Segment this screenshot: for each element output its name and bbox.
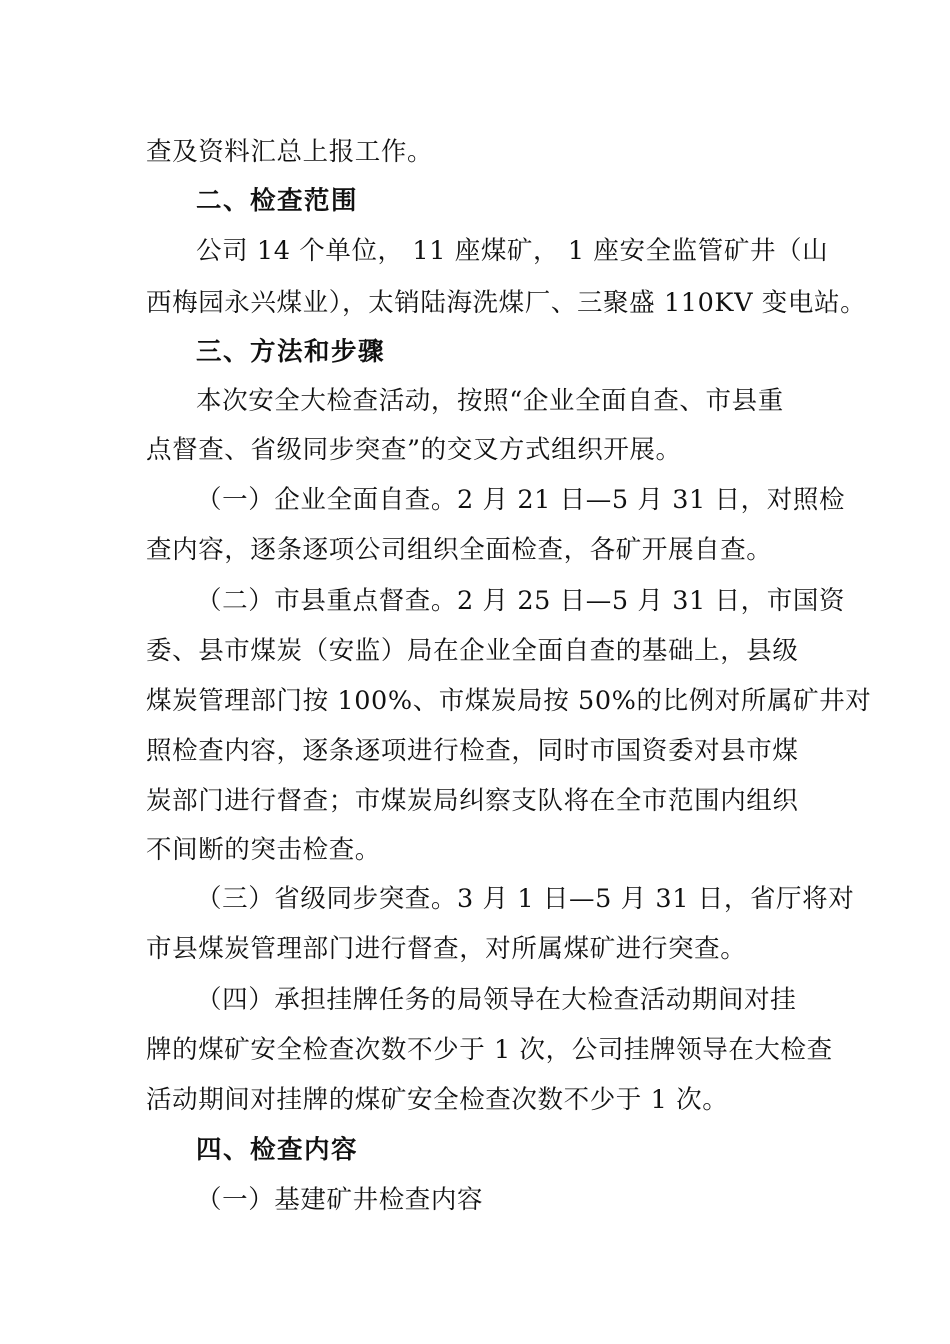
scope-paragraph-line-1: 公司 14 个单位， 11 座煤矿， 1 座安全监管矿井（山 <box>196 236 829 266</box>
item-4-line-2: 牌的煤矿安全检查次数不少于 1 次，公司挂牌领导在大检查 <box>146 1035 833 1065</box>
section-heading-method: 三、方法和步骤 <box>196 337 386 367</box>
item-3-line-2: 市县煤炭管理部门进行督查，对所属煤矿进行突查。 <box>146 934 747 964</box>
method-paragraph-line-1: 本次安全大检查活动，按照“企业全面自查、市县重 <box>196 386 784 416</box>
item-2-line-3: 煤炭管理部门按 100%、市煤炭局按 50%的比例对所属矿井对 <box>146 686 872 716</box>
section-heading-content: 四、检查内容 <box>196 1135 359 1165</box>
item-2-line-5: 炭部门进行督查；市煤炭局纠察支队将在全市范围内组织 <box>146 786 799 816</box>
subsection-heading-infrastructure: （一）基建矿井检查内容 <box>196 1185 484 1215</box>
item-4-line-1: （四）承担挂牌任务的局领导在大检查活动期间对挂 <box>196 985 797 1015</box>
text-line-continuation: 查及资料汇总上报工作。 <box>146 137 434 167</box>
item-2-line-1: （二）市县重点督查。2 月 25 日—5 月 31 日，市国资 <box>196 586 846 616</box>
item-2-line-6: 不间断的突击检查。 <box>146 835 381 865</box>
item-2-line-4: 照检查内容，逐条逐项进行检查，同时市国资委对县市煤 <box>146 736 799 766</box>
item-2-line-2: 委、县市煤炭（安监）局在企业全面自查的基础上，县级 <box>146 636 799 666</box>
item-3-line-1: （三）省级同步突查。3 月 1 日—5 月 31 日，省厅将对 <box>196 884 855 914</box>
section-heading-scope: 二、检查范围 <box>196 186 359 216</box>
item-1-line-2: 查内容，逐条逐项公司组织全面检查，各矿开展自查。 <box>146 535 773 565</box>
scope-paragraph-line-2: 西梅园永兴煤业），太销陆海洗煤厂、三聚盛 110KV 变电站。 <box>146 288 867 318</box>
item-4-line-3: 活动期间对挂牌的煤矿安全检查次数不少于 1 次。 <box>146 1085 729 1115</box>
item-1-line-1: （一）企业全面自查。2 月 21 日—5 月 31 日，对照检 <box>196 485 846 515</box>
method-paragraph-line-2: 点督查、省级同步突查”的交叉方式组织开展。 <box>146 435 682 465</box>
